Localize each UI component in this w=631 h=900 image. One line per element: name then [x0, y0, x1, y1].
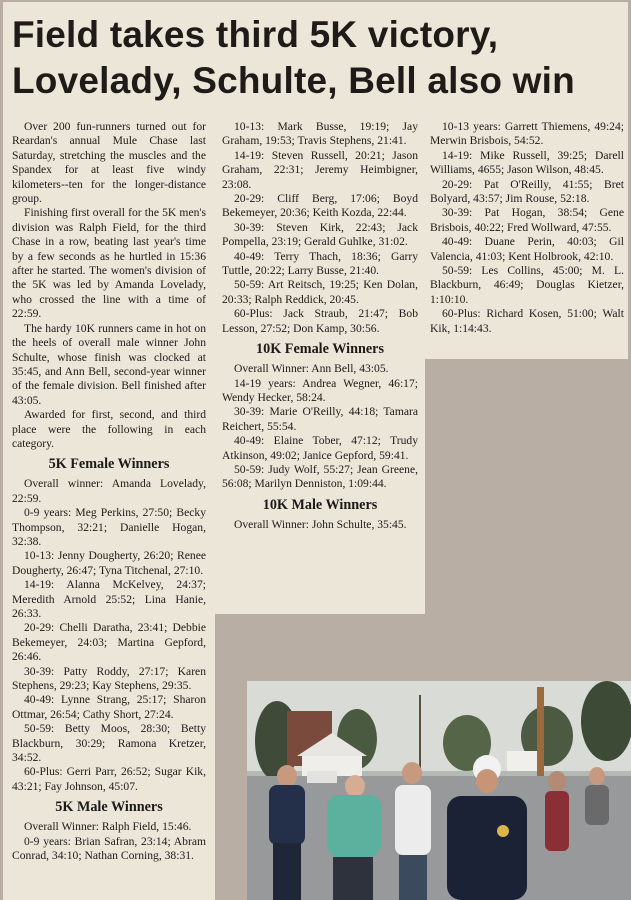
- result-line: 60-Plus: Richard Kosen, 51:00; Walt Kik, 1:14:43.: [430, 307, 624, 335]
- intro-paragraph: Over 200 fun-runners turned out for Reardan's annual Mule Chase last Saturday, stretching the muscles and the Spandex for at least five windy kilometers--ten for the longer-distance group.: [12, 120, 206, 206]
- result-line: 40-49: Terry Thach, 18:36; Garry Tuttle, 20:22; Larry Busse, 21:40.: [222, 249, 418, 278]
- result-line: 50-59: Les Collins, 45:00; M. L. Blackburn, 46:49; Douglas Kietzer, 1:10:10.: [430, 264, 624, 306]
- result-line: 10-13: Mark Busse, 19:19; Jay Graham, 19:53; Travis Stephens, 21:41.: [222, 120, 418, 148]
- result-line: Overall Winner: John Schulte, 35:45.: [234, 517, 407, 531]
- result-line: 30-39: Marie O'Reilly, 44:18; Tamara Reichert, 55:54.: [222, 405, 418, 433]
- intro-paragraph: Awarded for first, second, and third place were the following in each category.: [12, 408, 206, 450]
- result-line: 14-19: Alanna McKelvey, 24:37; Meredith Arnold 25:52; Lina Hanie, 26:33.: [12, 578, 206, 620]
- result-line: 10-13: Jenny Dougherty, 26:20; Renee Dougherty, 26:47; Tyna Titchenal, 27:10.: [12, 549, 206, 577]
- result-line: 60-Plus: Jack Straub, 21:47; Bob Lesson, 27:52; Don Kamp, 30:56.: [222, 307, 418, 335]
- result-line: 40-49: Elaine Tober, 47:12; Trudy Atkinson, 49:02; Janice Gepford, 59:41.: [222, 434, 418, 462]
- result-line: Overall Winner: Ralph Field, 15:46.: [24, 820, 192, 834]
- result-line: 20-29: Cliff Berg, 17:06; Boyd Bekemeyer, 20:36; Keith Kozda, 22:44.: [222, 192, 418, 220]
- headline-line-1: Field takes third 5K victory,: [12, 14, 499, 55]
- result-line: 50-59: Art Reitsch, 19:25; Ken Dolan, 20:33; Ralph Reddick, 20:45.: [222, 278, 418, 306]
- section-heading-5k-male: 5K Male Winners: [55, 799, 163, 816]
- result-line: 60-Plus: Gerri Parr, 26:52; Sugar Kik, 43:21; Fay Johnson, 45:07.: [12, 765, 206, 793]
- result-line: 40-49: Duane Perin, 40:03; Gil Valencia, 41:03; Kent Holbrook, 42:10.: [430, 235, 624, 263]
- result-line: 0-9 years: Meg Perkins, 27:50; Becky Thompson, 32:21; Danielle Hogan, 32:38.: [12, 506, 206, 548]
- result-line: Overall winner: Amanda Lovelady, 22:59.: [12, 477, 206, 505]
- headline-line-2: Lovelady, Schulte, Bell also win: [12, 60, 575, 101]
- headline: [12, 12, 622, 104]
- section-heading-10k-male: 10K Male Winners: [262, 496, 378, 513]
- race-photo-illustration: [247, 681, 631, 900]
- result-line: 14-19: Mike Russell, 39:25; Darell Williams, 4655; Jason Wilson, 48:45.: [430, 148, 624, 177]
- section-heading-5k-female: 5K Female Winners: [48, 456, 170, 473]
- result-line: 14-19 years: Andrea Wegner, 46:17; Wendy Hecker, 58:24.: [222, 376, 418, 404]
- result-line: 30-39: Patty Roddy, 27:17; Karen Stephens, 29:23; Kay Stephens, 29:35.: [12, 664, 206, 693]
- result-line: 50-59: Betty Moos, 28:30; Betty Blackburn, 30:29; Ramona Kretzer, 34:52.: [12, 722, 206, 765]
- result-line: Overall Winner: Ann Bell, 43:05.: [234, 362, 389, 376]
- article-column-1: [12, 120, 206, 864]
- article-column-2: [222, 120, 418, 532]
- result-line: 30-39: Steven Kirk, 22:43; Jack Pompella, 23:19; Gerald Guhlke, 31:02.: [222, 220, 418, 249]
- result-line: 14-19: Steven Russell, 20:21; Jason Graham, 22:31; Jeremy Heimbigner, 23:08.: [222, 148, 418, 191]
- race-photo: [247, 681, 631, 900]
- article-column-3: [430, 120, 624, 336]
- result-line: 10-13 years: Garrett Thiemens, 49:24; Merwin Brisbois, 54:52.: [430, 120, 624, 148]
- result-line: 50-59: Judy Wolf, 55:27; Jean Greene, 56:08; Marilyn Denniston, 1:09:44.: [222, 462, 418, 491]
- intro-paragraph: The hardy 10K runners came in hot on the heels of overall male winner John Schulte, whose finish was clocked at 35:45, and Ann Bell, second-year winner of the female division. Bell finished after 43:05.: [12, 321, 206, 407]
- result-line: 30-39: Pat Hogan, 38:54; Gene Brisbois, 40:22; Fred Wollward, 47:55.: [430, 206, 624, 234]
- result-line: 20-29: Pat O'Reilly, 41:55; Bret Bolyard, 43:57; Jim Rouse, 52:18.: [430, 177, 624, 206]
- section-heading-10k-female: 10K Female Winners: [256, 341, 384, 358]
- result-line: 20-29: Chelli Daratha, 23:41; Debbie Bekemeyer, 24:03; Martina Gepford, 26:46.: [12, 621, 206, 664]
- intro-paragraph: Finishing first overall for the 5K men's division was Ralph Field, for the third Chase in a row, beating last year's time by a few seconds as he hurtled in 15:36 after he started. The women's division of the 5K was led by Amanda Lovelady, who crossed the line with a time of 22:59.: [12, 206, 206, 321]
- result-line: 40-49: Lynne Strang, 25:17; Sharon Ottmar, 26:54; Cathy Short, 27:24.: [12, 693, 206, 721]
- result-line: 0-9 years: Brian Safran, 23:14; Abram Conrad, 34:10; Nathan Corning, 38:31.: [12, 834, 206, 863]
